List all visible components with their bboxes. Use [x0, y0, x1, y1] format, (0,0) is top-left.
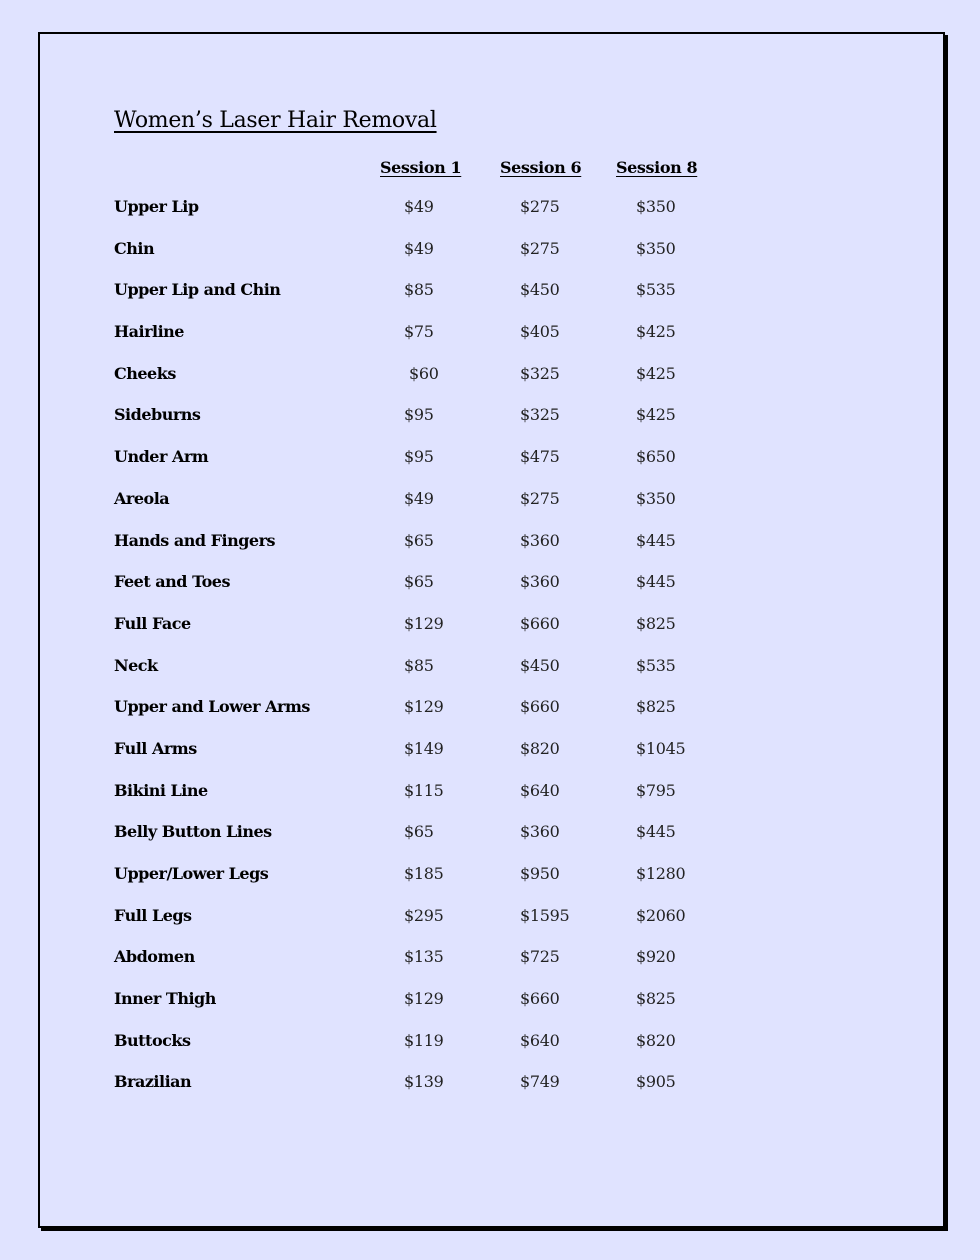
price-session-6: $820 [520, 738, 560, 758]
price-session-6: $725 [520, 947, 560, 967]
price-session-6: $275 [520, 197, 560, 216]
price-row [114, 729, 814, 771]
price-session-8: $825 [636, 989, 676, 1009]
price-session-6: $749 [520, 1072, 560, 1092]
price-row [114, 562, 814, 604]
price-session-1: $129 [404, 697, 444, 717]
price-table [114, 187, 814, 1104]
price-session-8: $425 [636, 322, 676, 342]
area-label: Abdomen [114, 947, 195, 967]
price-session-8: $425 [636, 405, 676, 425]
area-label: Upper/Lower Legs [114, 864, 269, 883]
price-session-8: $2060 [636, 905, 686, 925]
price-session-8: $535 [636, 655, 676, 675]
price-session-1: $65 [404, 822, 434, 842]
price-session-1: $139 [404, 1072, 444, 1092]
price-session-6: $950 [520, 864, 560, 883]
area-label: Feet and Toes [114, 572, 230, 592]
price-row [114, 771, 814, 813]
price-session-1: $95 [404, 447, 434, 467]
price-session-8: $445 [636, 572, 676, 592]
price-session-8: $650 [636, 447, 676, 467]
page-title: Women’s Laser Hair Removal [114, 108, 437, 133]
price-session-8: $920 [636, 947, 676, 967]
price-session-1: $65 [404, 572, 434, 592]
price-session-8: $445 [636, 530, 676, 550]
price-session-1: $149 [404, 738, 444, 758]
price-session-1: $185 [404, 864, 444, 883]
price-session-1: $129 [404, 989, 444, 1009]
column-header-session-6: Session 6 [500, 158, 582, 177]
price-list-page [38, 32, 945, 1228]
area-label: Upper Lip and Chin [114, 280, 281, 300]
area-label: Under Arm [114, 447, 209, 467]
price-session-8: $795 [636, 780, 676, 800]
price-session-6: $660 [520, 697, 560, 717]
price-session-8: $535 [636, 280, 676, 300]
price-session-6: $275 [520, 238, 560, 258]
price-session-1: $49 [404, 488, 434, 508]
price-session-6: $660 [520, 989, 560, 1009]
price-row [114, 354, 814, 396]
price-session-1: $115 [404, 780, 444, 800]
area-label: Hairline [114, 322, 184, 342]
area-label: Areola [114, 488, 170, 508]
area-label: Full Face [114, 613, 191, 633]
price-session-1: $135 [404, 947, 444, 967]
price-session-8: $425 [636, 363, 676, 383]
price-row [114, 979, 814, 1021]
price-session-1: $85 [404, 280, 434, 300]
area-label: Sideburns [114, 405, 201, 425]
price-session-6: $360 [520, 822, 560, 842]
price-session-8: $350 [636, 488, 676, 508]
area-label: Chin [114, 238, 155, 258]
column-header-session-8: Session 8 [616, 158, 698, 177]
price-session-1: $49 [404, 238, 434, 258]
price-session-6: $405 [520, 322, 560, 342]
price-session-8: $350 [636, 197, 676, 216]
price-session-6: $360 [520, 530, 560, 550]
price-row [114, 437, 814, 479]
price-session-1: $75 [404, 322, 434, 342]
area-label: Belly Button Lines [114, 822, 272, 842]
price-session-6: $325 [520, 363, 560, 383]
price-row [114, 270, 814, 312]
area-label: Hands and Fingers [114, 530, 276, 550]
area-label: Full Legs [114, 905, 192, 925]
area-label: Brazilian [114, 1072, 192, 1092]
area-label: Neck [114, 655, 158, 675]
price-session-8: $905 [636, 1072, 676, 1092]
price-session-6: $275 [520, 488, 560, 508]
area-label: Full Arms [114, 738, 197, 758]
price-session-1: $119 [404, 1030, 444, 1050]
price-row [114, 521, 814, 563]
price-row [114, 604, 814, 646]
price-session-1: $49 [404, 197, 434, 216]
price-row [114, 395, 814, 437]
price-session-1: $60 [409, 363, 439, 383]
price-row [114, 854, 814, 896]
price-session-6: $360 [520, 572, 560, 592]
area-label: Buttocks [114, 1030, 191, 1050]
price-row [114, 229, 814, 271]
price-session-6: $450 [520, 655, 560, 675]
price-session-1: $295 [404, 905, 444, 925]
price-session-6: $475 [520, 447, 560, 467]
price-session-8: $1045 [636, 738, 686, 758]
price-session-8: $825 [636, 613, 676, 633]
price-row [114, 312, 814, 354]
price-session-6: $640 [520, 780, 560, 800]
price-session-1: $129 [404, 613, 444, 633]
price-session-6: $660 [520, 613, 560, 633]
price-session-6: $325 [520, 405, 560, 425]
area-label: Cheeks [114, 363, 176, 383]
price-row [114, 187, 814, 229]
price-session-1: $85 [404, 655, 434, 675]
price-row [114, 646, 814, 688]
area-label: Bikini Line [114, 780, 208, 800]
price-row [114, 687, 814, 729]
price-session-8: $825 [636, 697, 676, 717]
price-session-6: $450 [520, 280, 560, 300]
column-header-session-1: Session 1 [380, 158, 462, 177]
price-row [114, 1062, 814, 1104]
price-session-1: $65 [404, 530, 434, 550]
price-session-6: $1595 [520, 905, 570, 925]
price-row [114, 812, 814, 854]
price-session-8: $820 [636, 1030, 676, 1050]
price-session-1: $95 [404, 405, 434, 425]
area-label: Inner Thigh [114, 989, 216, 1009]
area-label: Upper and Lower Arms [114, 697, 310, 717]
price-session-8: $445 [636, 822, 676, 842]
price-row [114, 479, 814, 521]
price-session-8: $1280 [636, 864, 686, 883]
price-session-6: $640 [520, 1030, 560, 1050]
area-label: Upper Lip [114, 197, 199, 216]
price-session-8: $350 [636, 238, 676, 258]
price-row [114, 937, 814, 979]
price-row [114, 896, 814, 938]
price-row [114, 1021, 814, 1063]
